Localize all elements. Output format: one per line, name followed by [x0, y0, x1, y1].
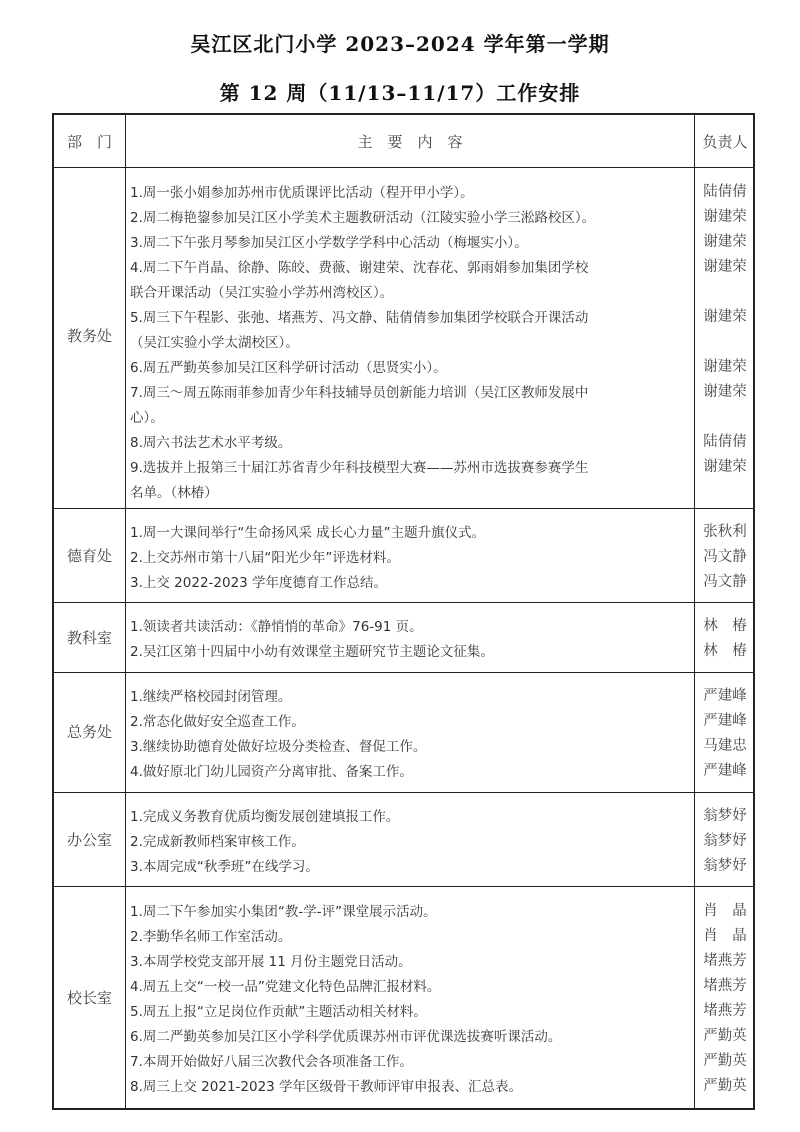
task-line: 2.常态化做好安全巡查工作。: [130, 714, 305, 730]
task-owner: 林 椿: [703, 618, 747, 634]
task-owner: 堵燕芳: [703, 978, 747, 994]
task-line: 8.周六书法艺术水平考级。: [130, 435, 292, 451]
task-line: 1.周一大课间举行“生命扬风采 成长心力量”主题升旗仪式。: [130, 525, 486, 541]
task-line: 7.周三～周五陈雨菲参加青少年科技辅导员创新能力培训（吴江区教师发展中: [130, 385, 589, 401]
task-owner: 堵燕芳: [703, 953, 747, 969]
task-line: 1.完成义务教育优质均衡发展创建填报工作。: [130, 809, 400, 825]
department-label: 办公室: [66, 831, 112, 849]
task-line: 2.周二梅艳鋆参加吴江区小学美术主题教研活动（江陵实验小学三淞路校区）。: [130, 210, 596, 226]
task-owner: 严建峰: [703, 713, 747, 729]
task-owner: 严勤英: [703, 1078, 747, 1094]
task-owner: 谢建荣: [703, 209, 747, 225]
task-line: 8.周三上交 2021-2023 学年区级骨干教师评审申报表、汇总表。: [130, 1079, 523, 1095]
header-owner: 负责人: [702, 133, 748, 151]
header-department: 部 门: [66, 133, 112, 151]
task-line: 2.完成新教师档案审核工作。: [130, 834, 305, 850]
task-line: 4.做好原北门幼儿园资产分离审批、备案工作。: [130, 764, 413, 780]
department-label: 校长室: [66, 989, 112, 1007]
task-line: 6.周二严勤英参加吴江区小学科学优质课苏州市评优课选拔赛听课活动。: [130, 1029, 562, 1045]
task-line: 3.继续协助德育处做好垃圾分类检查、督促工作。: [130, 739, 427, 755]
task-line: 3.上交 2022-2023 学年度德育工作总结。: [130, 575, 388, 591]
department-label: 德育处: [66, 547, 112, 565]
task-line: 1.继续严格校园封闭管理。: [130, 689, 292, 705]
task-line: 名单。（林椿）: [130, 485, 218, 501]
task-owner: 肖 晶: [703, 903, 747, 919]
task-line: 9.选拔并上报第三十届江苏省青少年科技模型大赛——苏州市选拔赛参赛学生: [130, 460, 589, 476]
task-owner: 谢建荣: [703, 384, 747, 400]
task-owner: 堵燕芳: [703, 1003, 747, 1019]
task-owner: 林 椿: [703, 643, 747, 659]
department-label: 教务处: [66, 327, 112, 345]
row-divider: [54, 602, 753, 603]
row-divider: [54, 167, 753, 168]
document-subtitle: 第 12 周（11/13–11/17）工作安排: [219, 81, 581, 105]
column-divider: [694, 115, 695, 1108]
header-content: 主 要 内 容: [357, 133, 463, 151]
schedule-table: [52, 113, 755, 1110]
task-owner: 陆倩倩: [703, 184, 747, 200]
task-line: 2.李勤华名师工作室活动。: [130, 929, 292, 945]
task-owner: 谢建荣: [703, 234, 747, 250]
task-owner: 严勤英: [703, 1028, 747, 1044]
department-label: 总务处: [66, 723, 112, 741]
task-owner: 张秋利: [703, 524, 747, 540]
task-owner: 严建峰: [703, 763, 747, 779]
task-line: 心）。: [130, 410, 164, 426]
task-owner: 谢建荣: [703, 309, 747, 325]
task-owner: 翁梦妤: [703, 858, 747, 874]
task-line: 3.本周完成“秋季班”在线学习。: [130, 859, 319, 875]
task-line: （吴江实验小学太湖校区）。: [130, 335, 299, 351]
task-line: 1.周二下午参加实小集团“教-学-评”课堂展示活动。: [130, 904, 437, 920]
task-line: 3.周二下午张月琴参加吴江区小学数学学科中心活动（梅堰实小）。: [130, 235, 528, 251]
task-owner: 冯文静: [703, 574, 747, 590]
task-line: 1.周一张小娟参加苏州市优质课评比活动（程开甲小学）。: [130, 185, 474, 201]
task-owner: 谢建荣: [703, 459, 747, 475]
row-divider: [54, 508, 753, 509]
task-owner: 严勤英: [703, 1053, 747, 1069]
task-owner: 肖 晶: [703, 928, 747, 944]
task-line: 联合开课活动（吴江实验小学苏州湾校区）。: [130, 285, 394, 301]
row-divider: [54, 792, 753, 793]
task-line: 4.周五上交“一校一品”党建文化特色品牌汇报材料。: [130, 979, 441, 995]
task-line: 4.周二下午肖晶、徐静、陈皎、费薇、谢建荣、沈春花、郭雨娟参加集团学校: [130, 260, 589, 276]
column-divider: [125, 115, 126, 1108]
row-divider: [54, 672, 753, 673]
task-owner: 冯文静: [703, 549, 747, 565]
task-line: 5.周三下午程影、张弛、堵燕芳、冯文静、陆倩倩参加集团学校联合开课活动: [130, 310, 589, 326]
task-line: 2.吴江区第十四届中小幼有效课堂主题研究节主题论文征集。: [130, 644, 494, 660]
row-divider: [54, 886, 753, 887]
task-line: 2.上交苏州市第十八届“阳光少年”评选材料。: [130, 550, 400, 566]
department-label: 教科室: [66, 629, 112, 647]
task-owner: 谢建荣: [703, 259, 747, 275]
task-line: 6.周五严勤英参加吴江区科学研讨活动（思贤实小）。: [130, 360, 447, 376]
task-owner: 陆倩倩: [703, 434, 747, 450]
document-title: 吴江区北门小学 2023–2024 学年第一学期: [190, 32, 610, 56]
task-owner: 严建峰: [703, 688, 747, 704]
task-line: 7.本周开始做好八届三次教代会各项准备工作。: [130, 1054, 413, 1070]
task-owner: 谢建荣: [703, 359, 747, 375]
task-line: 3.本周学校党支部开展 11 月份主题党日活动。: [130, 954, 412, 970]
task-line: 1.领读者共读活动：《静悄悄的革命》76-91 页。: [130, 619, 423, 635]
task-owner: 翁梦妤: [703, 808, 747, 824]
task-owner: 马建忠: [703, 738, 747, 754]
task-owner: 翁梦妤: [703, 833, 747, 849]
task-line: 5.周五上报“立足岗位作贡献”主题活动相关材料。: [130, 1004, 427, 1020]
